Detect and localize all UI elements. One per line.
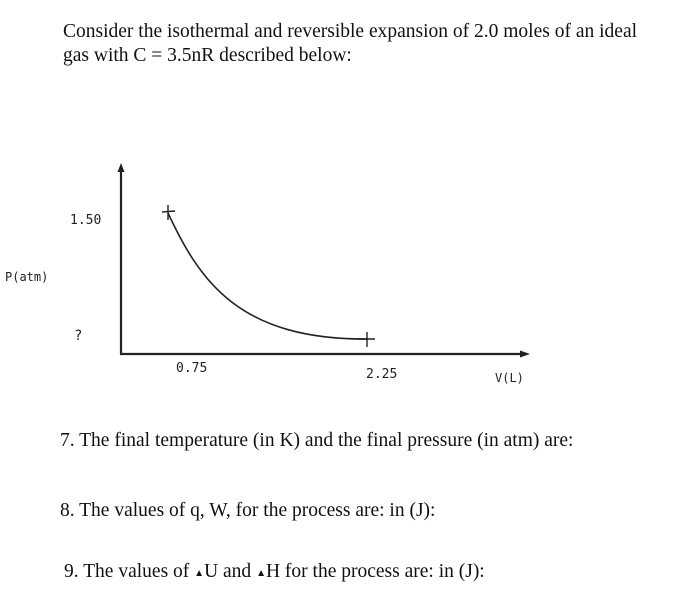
- question-9-part-a: 9. The values of: [64, 561, 195, 582]
- isotherm-curve: [168, 213, 368, 339]
- delta-icon: ▲: [194, 568, 205, 579]
- y-axis-arrow-icon: [118, 163, 125, 172]
- question-7: 7. The final temperature (in K) and the final pressure (in atm) are:: [60, 430, 574, 451]
- final-state-marker: [358, 332, 375, 347]
- y-tick-label-bottom: ?: [74, 328, 83, 344]
- problem-statement: Consider the isothermal and reversible expansion of 2.0 moles of an ideal gas with C = 3.5nR described below:: [63, 21, 638, 66]
- x-tick-label-right: 2.25: [366, 367, 398, 382]
- question-9-part-b: U and: [204, 561, 257, 582]
- question-9-part-c: H for the process are: in (J):: [265, 561, 485, 582]
- y-axis-label: P(atm): [5, 270, 49, 284]
- x-tick-label-left: 0.75: [176, 361, 208, 376]
- question-8: 8. The values of q, W, for the process are: in (J):: [60, 500, 436, 521]
- x-axis-arrow-icon: [520, 351, 530, 358]
- delta-icon: ▲: [256, 568, 266, 579]
- question-9: [64, 560, 524, 586]
- x-axis-label: V(L): [495, 371, 524, 385]
- y-tick-label-top: 1.50: [70, 213, 102, 228]
- initial-state-marker: [162, 205, 175, 220]
